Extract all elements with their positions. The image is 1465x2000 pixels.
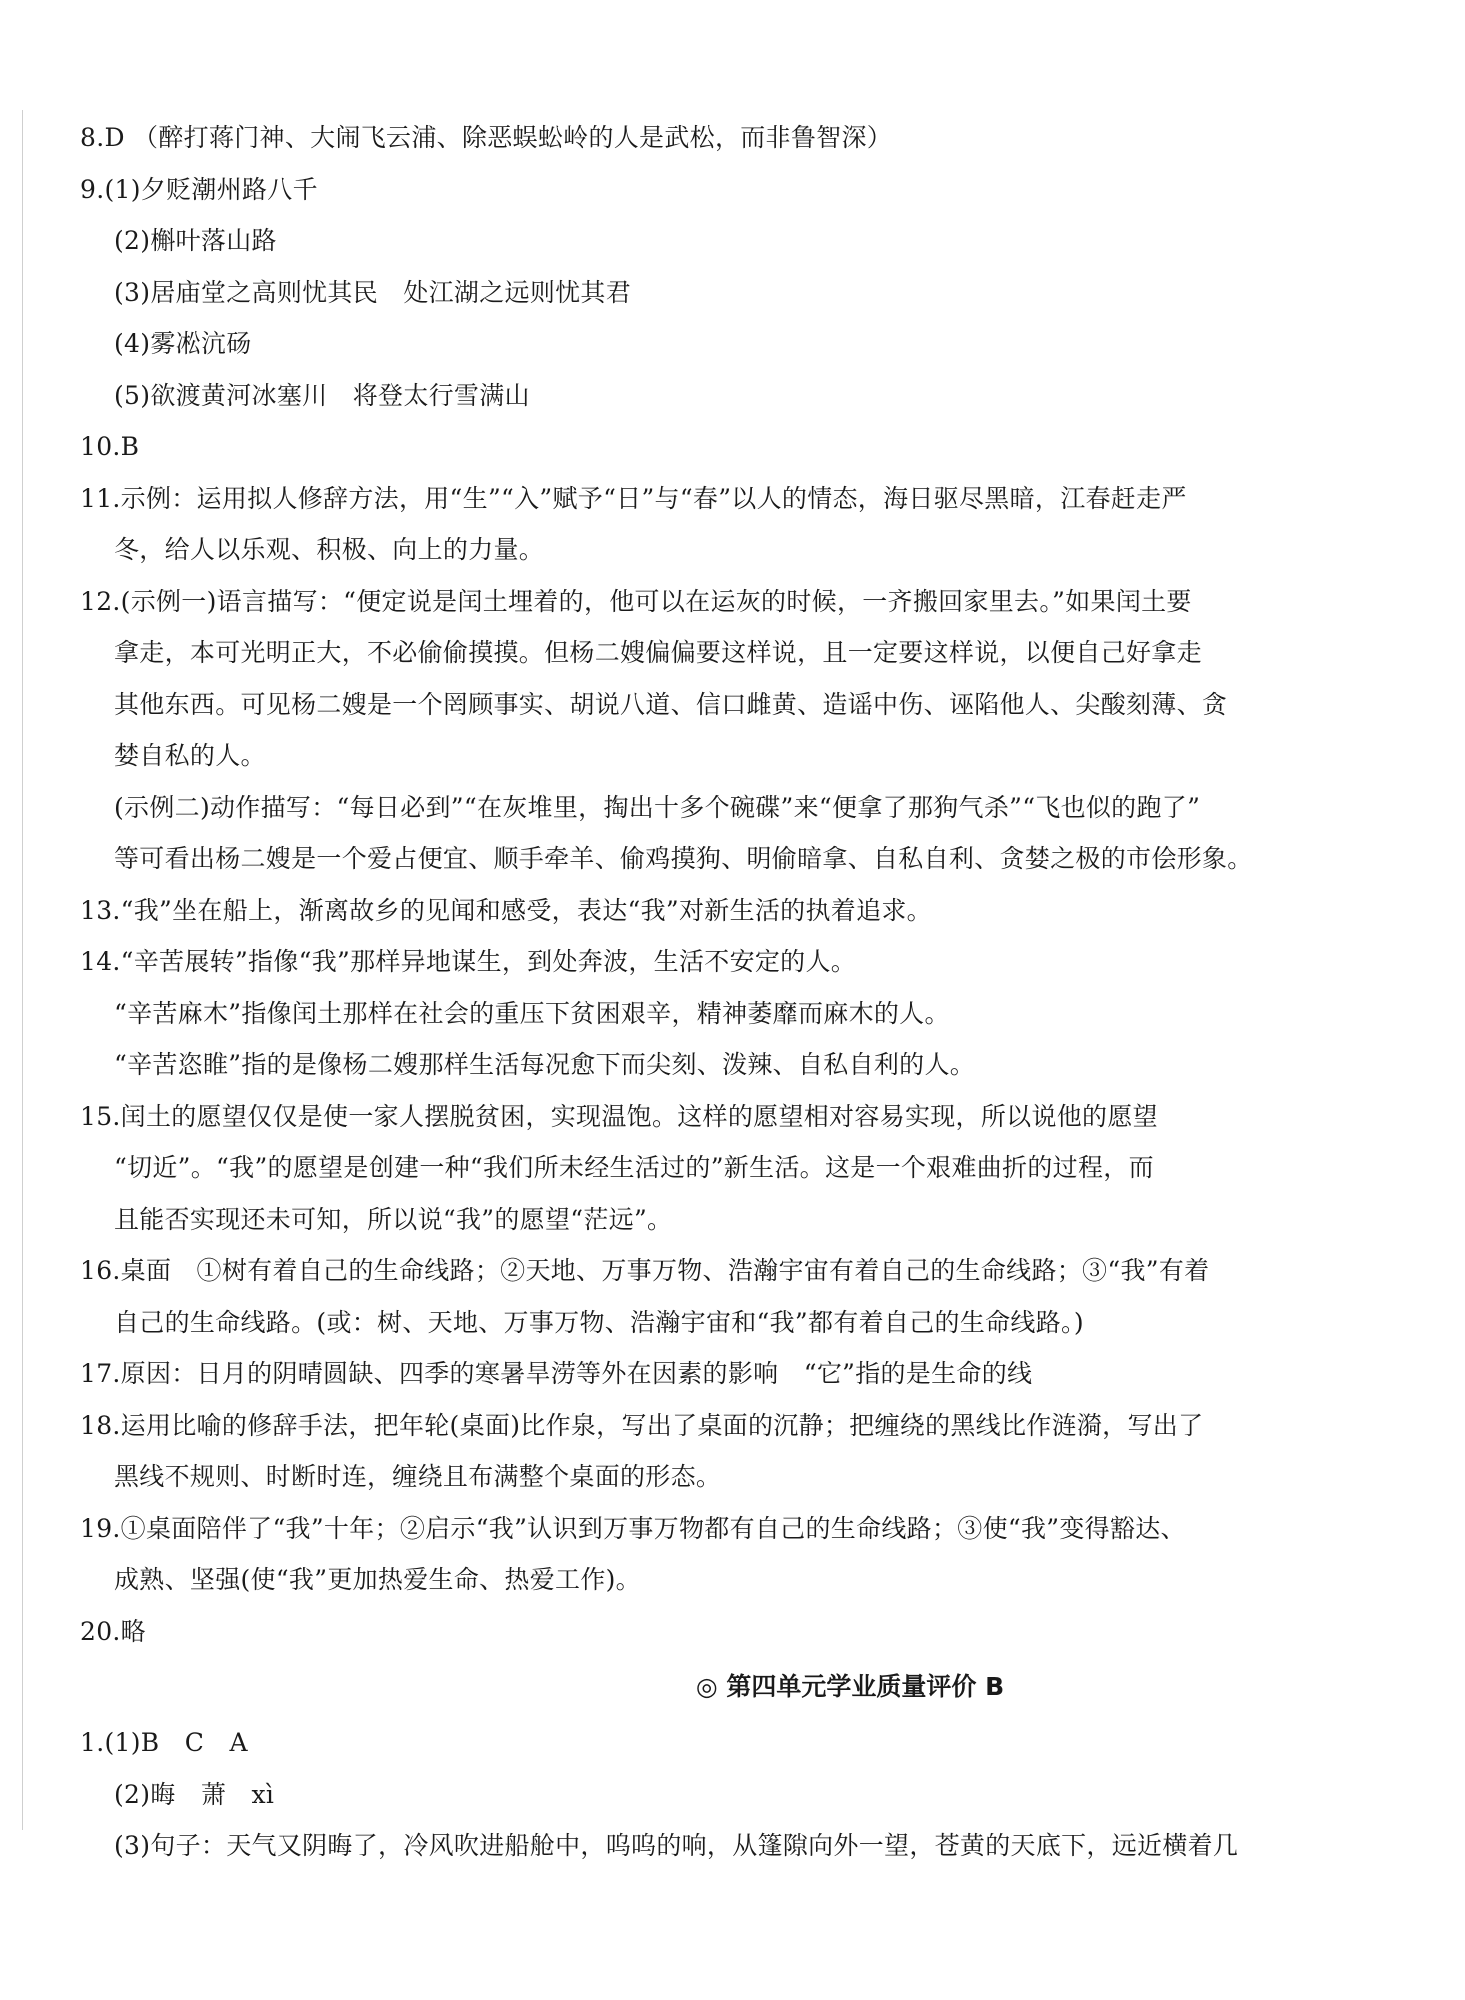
answer-line: 其他东西。可见杨二嫂是一个罔顾事实、胡说八道、信口雌黄、造谣中伤、诬陷他人、尖酸刻薄、贪 [114,689,1228,719]
answer-line: 8.D （醉打蒋门神、大闹飞云浦、除恶蜈蚣岭的人是武松，而非鲁智深） [80,123,893,152]
answer-line: 成熟、坚强(使“我”更加热爱生命、热爱工作)。 [114,1565,641,1594]
answer-line: 9.(1)夕贬潮州路八千 [80,174,318,204]
answer-list-unit-b [80,1717,1280,1872]
answer-line: (2)槲叶落山路 [114,226,277,255]
answer-line: 10.B [80,432,140,461]
answer-line: 且能否实现还未可知，所以说“我”的愿望“茫远”。 [114,1204,673,1234]
answer-line: (3)居庙堂之高则忧其民 处江湖之远则忧其君 [114,277,632,307]
answer-line: “辛苦恣睢”指的是像杨二嫂那样生活每况愈下而尖刻、泼辣、自私自利的人。 [114,1050,976,1079]
answer-line: 黑线不规则、时断时连，缠绕且布满整个桌面的形态。 [114,1462,722,1491]
answer-line: 拿走，本可光明正大，不必偷偷摸摸。但杨二嫂偏偏要这样说，且一定要这样说，以便自己好拿走 [114,638,1202,667]
answer-line: “辛苦麻木”指像闰土那样在社会的重压下贫困艰辛，精神萎靡而麻木的人。 [114,998,950,1028]
answer-line: 14.“辛苦展转”指像“我”那样异地谋生，到处奔波，生活不安定的人。 [80,947,857,976]
answer-line: 12.(示例一)语言描写：“便定说是闰土埋着的，他可以在运灰的时候，一齐搬回家里去。”如果闰土要 [80,586,1192,616]
answer-page [80,112,1280,1872]
answer-line: 20.略 [80,1616,146,1646]
page-margin-rule [22,110,23,1830]
answer-line: 1.(1)B C A [80,1728,248,1757]
answer-line: (2)晦 萧 xì [114,1779,275,1809]
answer-list-unit-a [80,112,1280,1657]
answer-line: (5)欲渡黄河冰塞川 将登太行雪满山 [114,380,530,410]
answer-line: 18.运用比喻的修辞手法，把年轮(桌面)比作泉，写出了桌面的沉静；把缠绕的黑线比作涟漪，写出了 [80,1410,1204,1440]
answer-line: 11.示例：运用拟人修辞方法，用“生”“入”赋予“日”与“春”以人的情态，海日驱尽黑暗，江春赶走严 [80,483,1187,513]
answer-line: 15.闰土的愿望仅仅是使一家人摆脱贫困，实现温饱。这样的愿望相对容易实现，所以说他的愿望 [80,1101,1158,1131]
answer-line: (4)雾凇沆砀 [114,329,252,358]
answer-line: 自己的生命线路。(或：树、天地、万事万物、浩瀚宇宙和“我”都有着自己的生命线路。) [114,1307,1084,1337]
answer-line: 冬，给人以乐观、积极、向上的力量。 [114,535,545,564]
answer-line: 婪自私的人。 [114,741,266,770]
answer-line: (3)句子：天气又阴晦了，冷风吹进船舱中，呜呜的响，从篷隙向外一望，苍黄的天底下，远近横着几 [114,1831,1239,1860]
answer-line: 16.桌面 ①树有着自己的生命线路；②天地、万事万物、浩瀚宇宙有着自己的生命线路；③“我”有着 [80,1256,1210,1285]
answer-line: 19.①桌面陪伴了“我”十年；②启示“我”认识到万事万物都有自己的生命线路；③使“我”变得豁达、 [80,1513,1186,1543]
answer-line: 13.“我”坐在船上，渐离故乡的见闻和感受，表达“我”对新生活的执着追求。 [80,895,932,925]
answer-line: (示例二)动作描写：“每日必到”“在灰堆里，掏出十多个碗碟”来“便拿了那狗气杀”“飞也似的跑了” [114,792,1201,822]
answer-line: 等可看出杨二嫂是一个爱占便宜、顺手牵羊、偷鸡摸狗、明偷暗拿、自私自利、贪婪之极的市侩形象。 [114,844,1253,873]
section-title: ◎ 第四单元学业质量评价 B [695,1672,1005,1701]
answer-line: 17.原因：日月的阴晴圆缺、四季的寒暑旱涝等外在因素的影响 “它”指的是生命的线 [80,1359,1033,1388]
answer-line: “切近”。“我”的愿望是创建一种“我们所未经生活过的”新生活。这是一个艰难曲折的过程，而 [114,1153,1154,1182]
